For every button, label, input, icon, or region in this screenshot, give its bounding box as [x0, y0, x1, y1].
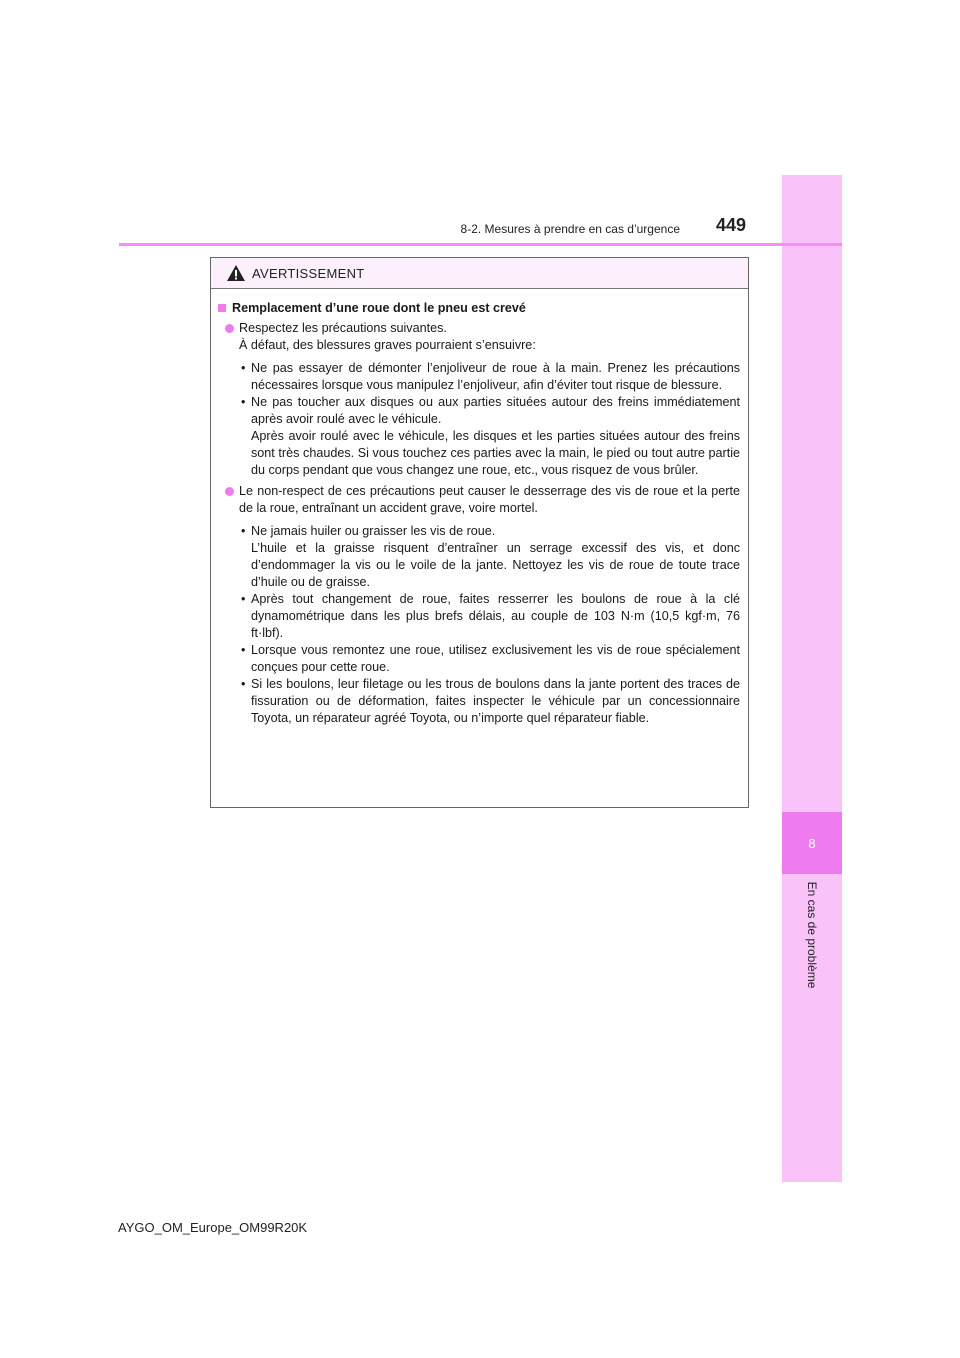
page-number: 449 — [716, 215, 747, 235]
square-bullet-icon — [218, 304, 226, 312]
list-item-detail: L’huile et la graisse risquent d’entraîner un serrage excessif des vis, et donc d’endommager la vis ou le voile de la jante. Nettoyez les vis de roue de toute trace d’huile ou de graisse. — [251, 541, 740, 589]
warning-content — [211, 289, 748, 727]
precautions-list — [241, 360, 740, 479]
circle-bullet-icon — [225, 487, 234, 496]
list-item — [241, 676, 740, 727]
list-item — [241, 523, 740, 591]
warning-title: AVERTISSEMENT — [252, 265, 365, 281]
list-item — [241, 394, 740, 479]
list-item-text: Ne jamais huiler ou graisser les vis de roue. — [251, 524, 496, 538]
bullet-dot-icon: • — [241, 677, 246, 691]
warning-header — [211, 258, 748, 289]
list-item — [241, 642, 740, 676]
list-item-text: Lorsque vous remontez une roue, utilisez exclusivement les vis de roue spécialement conçues pour cette roue. — [251, 643, 740, 674]
document-code: AYGO_OM_Europe_OM99R20K — [118, 1220, 308, 1235]
warning-heading — [218, 300, 740, 317]
list-item-text: Ne pas toucher aux disques ou aux parties situées autour des freins immédiatement après avoir roulé avec le véhicule. — [251, 395, 740, 426]
list-item-text: Après tout changement de roue, faites resserrer les boulons de roue à la clé dynamométrique dans les plus brefs délais, au couple de 103 N·m (10,5 kgf·m, 76 ft·lbf). — [251, 592, 740, 640]
consequence-block — [218, 483, 740, 517]
bullet-dot-icon: • — [241, 592, 246, 606]
list-item — [241, 360, 740, 394]
chapter-number-tab: 8 — [782, 812, 842, 874]
list-item — [241, 591, 740, 642]
side-chapter-tab — [782, 175, 842, 1182]
section-title: 8-2. Mesures à prendre en cas d’urgence — [460, 222, 680, 236]
warning-box — [210, 257, 749, 808]
bullet-dot-icon: • — [241, 361, 246, 375]
list-item-text: Ne pas essayer de démonter l’enjoliveur de roue à la main. Prenez les précautions nécessaires lorsque vous manipulez l’enjoliveur, afin d’éviter tout risque de blessure. — [251, 361, 740, 392]
precautions-intro: Respectez les précautions suivantes. — [239, 321, 447, 335]
list-item-text: Si les boulons, leur filetage ou les trous de boulons dans la jante portent des traces de fissuration ou de déformation, faites inspecter le véhicule par un concessionnaire Toyota, un réparateur agréé Toyota, ou n’importe quel réparateur fiable. — [251, 677, 740, 725]
header-divider — [119, 243, 842, 246]
precautions-consequence: À défaut, des blessures graves pourraient s’ensuivre: — [239, 338, 536, 352]
list-item-detail: Après avoir roulé avec le véhicule, les disques et les parties situées autour des freins sont très chaudes. Si vous touchez ces parties avec la main, le pied ou tout autre partie du corps pendant que vous changez une roue, etc., vous risquez de vous brûler. — [251, 429, 740, 477]
chapter-title-label: En cas de problème — [805, 881, 819, 989]
wheel-bolt-list — [241, 523, 740, 727]
bullet-dot-icon: • — [241, 643, 246, 657]
circle-bullet-icon — [225, 324, 234, 333]
bullet-dot-icon: • — [241, 395, 246, 409]
warning-heading-text: Remplacement d’une roue dont le pneu est crevé — [232, 301, 526, 315]
bullet-dot-icon: • — [241, 524, 246, 538]
precautions-block — [218, 320, 740, 354]
warning-triangle-icon — [226, 264, 246, 282]
consequence-text: Le non-respect de ces précautions peut causer le desserrage des vis de roue et la perte de la roue, entraînant un accident grave, voire mortel. — [239, 484, 740, 515]
